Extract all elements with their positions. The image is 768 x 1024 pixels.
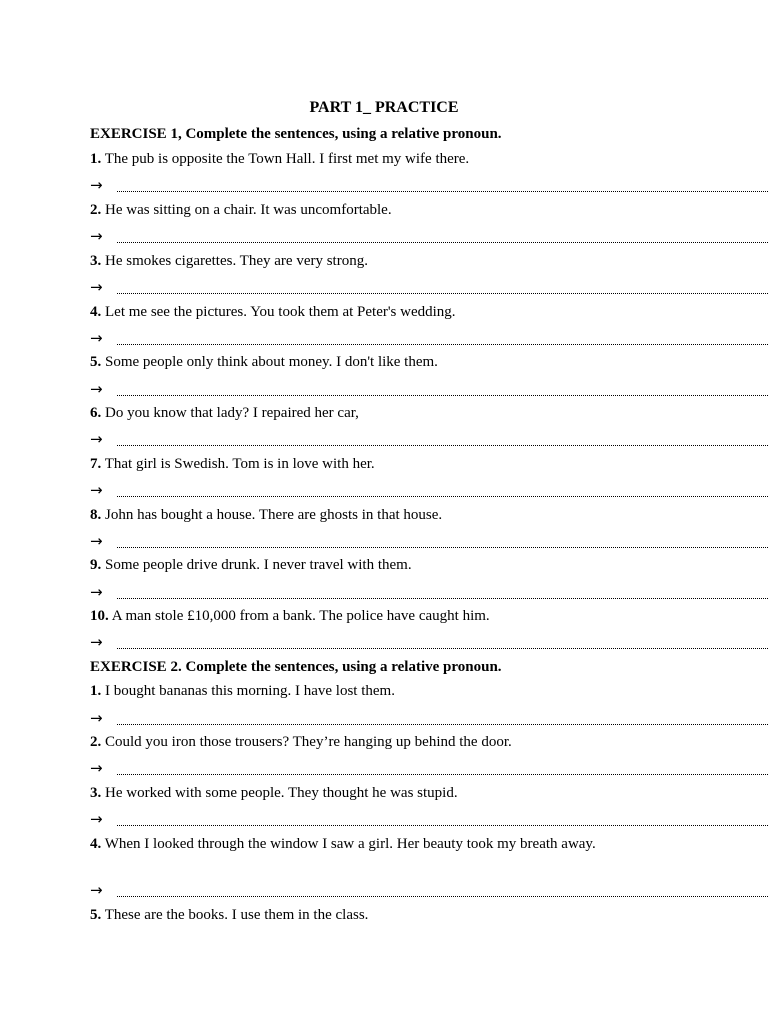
answer-dotted-line[interactable] — [117, 336, 768, 345]
exercise-1-item-1 — [90, 149, 768, 169]
right-arrow-icon: → — [90, 176, 103, 194]
right-arrow-icon: → — [90, 633, 103, 651]
item-number: 1. — [90, 151, 102, 167]
item-sentence: That girl is Swedish. Tom is in love with her. — [104, 456, 375, 472]
right-arrow-icon: → — [90, 881, 103, 899]
answer-line[interactable] — [90, 380, 768, 398]
item-sentence: When I looked through the window I saw a girl. Her beauty took my breath away. — [104, 836, 596, 852]
item-number: 2. — [90, 202, 102, 218]
right-arrow-icon: → — [90, 709, 103, 727]
item-number: 5. — [90, 907, 102, 923]
item-number: 1. — [90, 683, 102, 699]
exercise-2-item-2 — [90, 732, 768, 752]
exercise-1-item-8 — [90, 505, 768, 525]
item-sentence: He was sitting on a chair. It was uncomfortable. — [105, 202, 392, 218]
page-title: PART 1_ PRACTICE — [309, 99, 459, 116]
answer-line[interactable] — [90, 633, 768, 651]
answer-line[interactable] — [90, 481, 768, 499]
item-number: 3. — [90, 253, 102, 269]
answer-line[interactable] — [90, 430, 768, 448]
item-sentence: Could you iron those trousers? They’re hanging up behind the door. — [105, 734, 512, 750]
item-sentence: He smokes cigarettes. They are very strong. — [105, 253, 368, 269]
exercise-2-item-3 — [90, 783, 768, 803]
answer-line[interactable] — [90, 227, 768, 245]
answer-dotted-line[interactable] — [117, 590, 768, 599]
item-sentence: Do you know that lady? I repaired her car, — [105, 405, 359, 421]
right-arrow-icon: → — [90, 227, 103, 245]
answer-dotted-line[interactable] — [117, 716, 768, 725]
right-arrow-icon: → — [90, 810, 103, 828]
exercise-2-item-1 — [90, 681, 768, 701]
answer-line[interactable] — [90, 881, 768, 899]
answer-dotted-line[interactable] — [117, 437, 768, 446]
right-arrow-icon: → — [90, 329, 103, 347]
item-number: 4. — [90, 836, 102, 852]
exercise-1-item-2 — [90, 200, 768, 220]
item-sentence: I bought bananas this morning. I have lost them. — [105, 683, 395, 699]
right-arrow-icon: → — [90, 278, 103, 296]
item-number: 3. — [90, 785, 102, 801]
answer-line[interactable] — [90, 532, 768, 550]
answer-line[interactable] — [90, 583, 768, 601]
answer-line[interactable] — [90, 810, 768, 828]
right-arrow-icon: → — [90, 759, 103, 777]
item-number: 2. — [90, 734, 102, 750]
item-sentence: Some people only think about money. I don't like them. — [105, 354, 438, 370]
item-sentence: Some people drive drunk. I never travel with them. — [105, 557, 412, 573]
item-sentence: A man stole £10,000 from a bank. The police have caught him. — [111, 608, 490, 624]
item-number: 9. — [90, 557, 102, 573]
item-number: 8. — [90, 507, 102, 523]
exercise-1-heading: EXERCISE 1, Complete the sentences, using a relative pronoun. — [90, 126, 502, 142]
right-arrow-icon: → — [90, 380, 103, 398]
answer-line[interactable] — [90, 709, 768, 727]
item-number: 6. — [90, 405, 102, 421]
answer-dotted-line[interactable] — [117, 183, 768, 192]
answer-line[interactable] — [90, 278, 768, 296]
right-arrow-icon: → — [90, 430, 103, 448]
exercise-2-item-4 — [90, 834, 650, 854]
exercise-1-item-6 — [90, 403, 768, 423]
answer-dotted-line[interactable] — [117, 234, 768, 243]
right-arrow-icon: → — [90, 481, 103, 499]
item-number: 4. — [90, 304, 102, 320]
item-sentence: Let me see the pictures. You took them at Peter's wedding. — [105, 304, 456, 320]
item-sentence: The pub is opposite the Town Hall. I first met my wife there. — [104, 151, 470, 167]
answer-line[interactable] — [90, 759, 768, 777]
exercise-2-item-5 — [90, 905, 768, 925]
exercise-1-item-4 — [90, 302, 768, 322]
item-number: 10. — [90, 608, 109, 624]
answer-line[interactable] — [90, 329, 768, 347]
item-number: 5. — [90, 354, 102, 370]
answer-dotted-line[interactable] — [117, 640, 768, 649]
answer-dotted-line[interactable] — [117, 766, 768, 775]
item-sentence: These are the books. I use them in the class. — [104, 907, 369, 923]
right-arrow-icon: → — [90, 532, 103, 550]
exercise-1-item-7 — [90, 454, 768, 474]
item-sentence: He worked with some people. They thought he was stupid. — [105, 785, 458, 801]
exercise-1-item-5 — [90, 352, 768, 372]
answer-line[interactable] — [90, 176, 768, 194]
exercise-1-item-9 — [90, 555, 768, 575]
exercise-1-item-10 — [90, 606, 768, 626]
item-sentence: John has bought a house. There are ghosts in that house. — [105, 507, 443, 523]
exercise-1-item-3 — [90, 251, 768, 271]
right-arrow-icon: → — [90, 583, 103, 601]
item-number: 7. — [90, 456, 102, 472]
answer-dotted-line[interactable] — [117, 387, 768, 396]
answer-dotted-line[interactable] — [117, 888, 768, 897]
answer-dotted-line[interactable] — [117, 539, 768, 548]
answer-dotted-line[interactable] — [117, 817, 768, 826]
exercise-2-heading: EXERCISE 2. Complete the sentences, using a relative pronoun. — [90, 659, 502, 675]
answer-dotted-line[interactable] — [117, 488, 768, 497]
answer-dotted-line[interactable] — [117, 285, 768, 294]
